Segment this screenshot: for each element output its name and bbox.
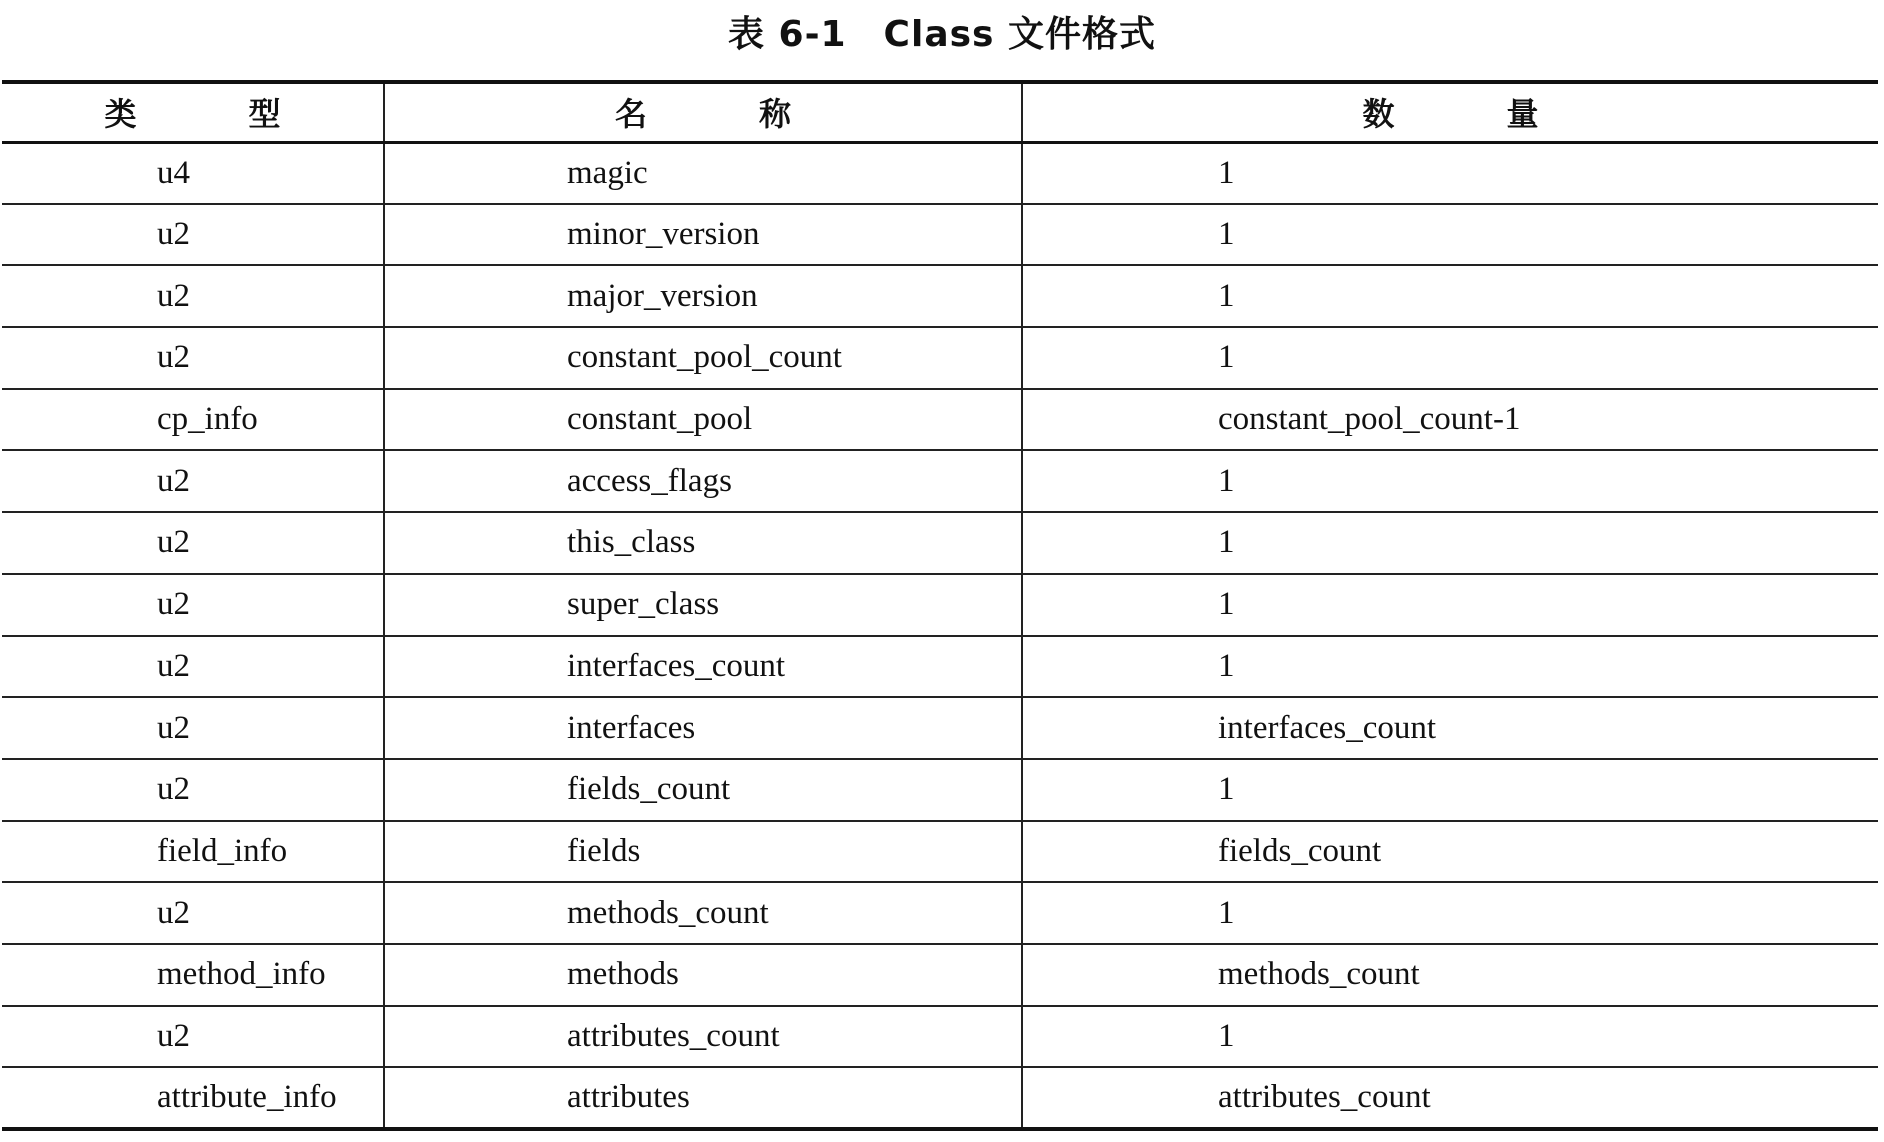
type-cell: u2 <box>2 450 384 512</box>
table-row <box>2 574 1878 636</box>
name-cell: magic <box>384 142 1022 204</box>
type-cell: u2 <box>2 697 384 759</box>
name-cell: interfaces_count <box>384 636 1022 698</box>
type-cell: u4 <box>2 142 384 204</box>
table-row <box>2 697 1878 759</box>
column-header-type: 类 型 <box>2 82 384 142</box>
table-row <box>2 450 1878 512</box>
name-cell: methods <box>384 944 1022 1006</box>
quantity-cell: attributes_count <box>1022 1067 1878 1129</box>
quantity-cell: 1 <box>1022 882 1878 944</box>
quantity-cell: 1 <box>1022 142 1878 204</box>
name-cell: constant_pool <box>384 389 1022 451</box>
quantity-cell: 1 <box>1022 512 1878 574</box>
table-row <box>2 636 1878 698</box>
type-cell: cp_info <box>2 389 384 451</box>
table-row <box>2 944 1878 1006</box>
quantity-cell: methods_count <box>1022 944 1878 1006</box>
name-cell: major_version <box>384 265 1022 327</box>
name-cell: attributes_count <box>384 1006 1022 1068</box>
quantity-cell: interfaces_count <box>1022 697 1878 759</box>
type-cell: u2 <box>2 204 384 266</box>
name-cell: methods_count <box>384 882 1022 944</box>
quantity-cell: 1 <box>1022 265 1878 327</box>
name-cell: fields_count <box>384 759 1022 821</box>
type-cell: u2 <box>2 512 384 574</box>
quantity-cell: 1 <box>1022 327 1878 389</box>
type-cell: method_info <box>2 944 384 1006</box>
quantity-cell: fields_count <box>1022 821 1878 883</box>
name-cell: attributes <box>384 1067 1022 1129</box>
type-cell: u2 <box>2 882 384 944</box>
table-row <box>2 265 1878 327</box>
name-cell: access_flags <box>384 450 1022 512</box>
table-header-row <box>2 82 1878 142</box>
quantity-cell: 1 <box>1022 1006 1878 1068</box>
table-row <box>2 327 1878 389</box>
name-cell: fields <box>384 821 1022 883</box>
name-cell: interfaces <box>384 697 1022 759</box>
name-cell: this_class <box>384 512 1022 574</box>
type-cell: field_info <box>2 821 384 883</box>
table-row <box>2 389 1878 451</box>
type-cell: u2 <box>2 759 384 821</box>
name-cell: super_class <box>384 574 1022 636</box>
type-cell: u2 <box>2 265 384 327</box>
quantity-cell: 1 <box>1022 204 1878 266</box>
table-row <box>2 759 1878 821</box>
name-cell: minor_version <box>384 204 1022 266</box>
table-body <box>2 142 1878 1129</box>
quantity-cell: constant_pool_count-1 <box>1022 389 1878 451</box>
table-row <box>2 882 1878 944</box>
table-row <box>2 1067 1878 1129</box>
class-file-format-table <box>2 80 1878 1131</box>
quantity-cell: 1 <box>1022 759 1878 821</box>
table-row <box>2 1006 1878 1068</box>
type-cell: attribute_info <box>2 1067 384 1129</box>
column-header-name: 名 称 <box>384 82 1022 142</box>
type-cell: u2 <box>2 574 384 636</box>
quantity-cell: 1 <box>1022 636 1878 698</box>
table-row <box>2 512 1878 574</box>
class-file-format-table-container <box>2 80 1878 1131</box>
quantity-cell: 1 <box>1022 574 1878 636</box>
type-cell: u2 <box>2 327 384 389</box>
quantity-cell: 1 <box>1022 450 1878 512</box>
table-row <box>2 821 1878 883</box>
table-caption: 表 6-1 Class 文件格式 <box>727 14 1156 55</box>
column-header-quantity: 数 量 <box>1022 82 1878 142</box>
type-cell: u2 <box>2 1006 384 1068</box>
table-row <box>2 204 1878 266</box>
type-cell: u2 <box>2 636 384 698</box>
name-cell: constant_pool_count <box>384 327 1022 389</box>
table-row <box>2 142 1878 204</box>
